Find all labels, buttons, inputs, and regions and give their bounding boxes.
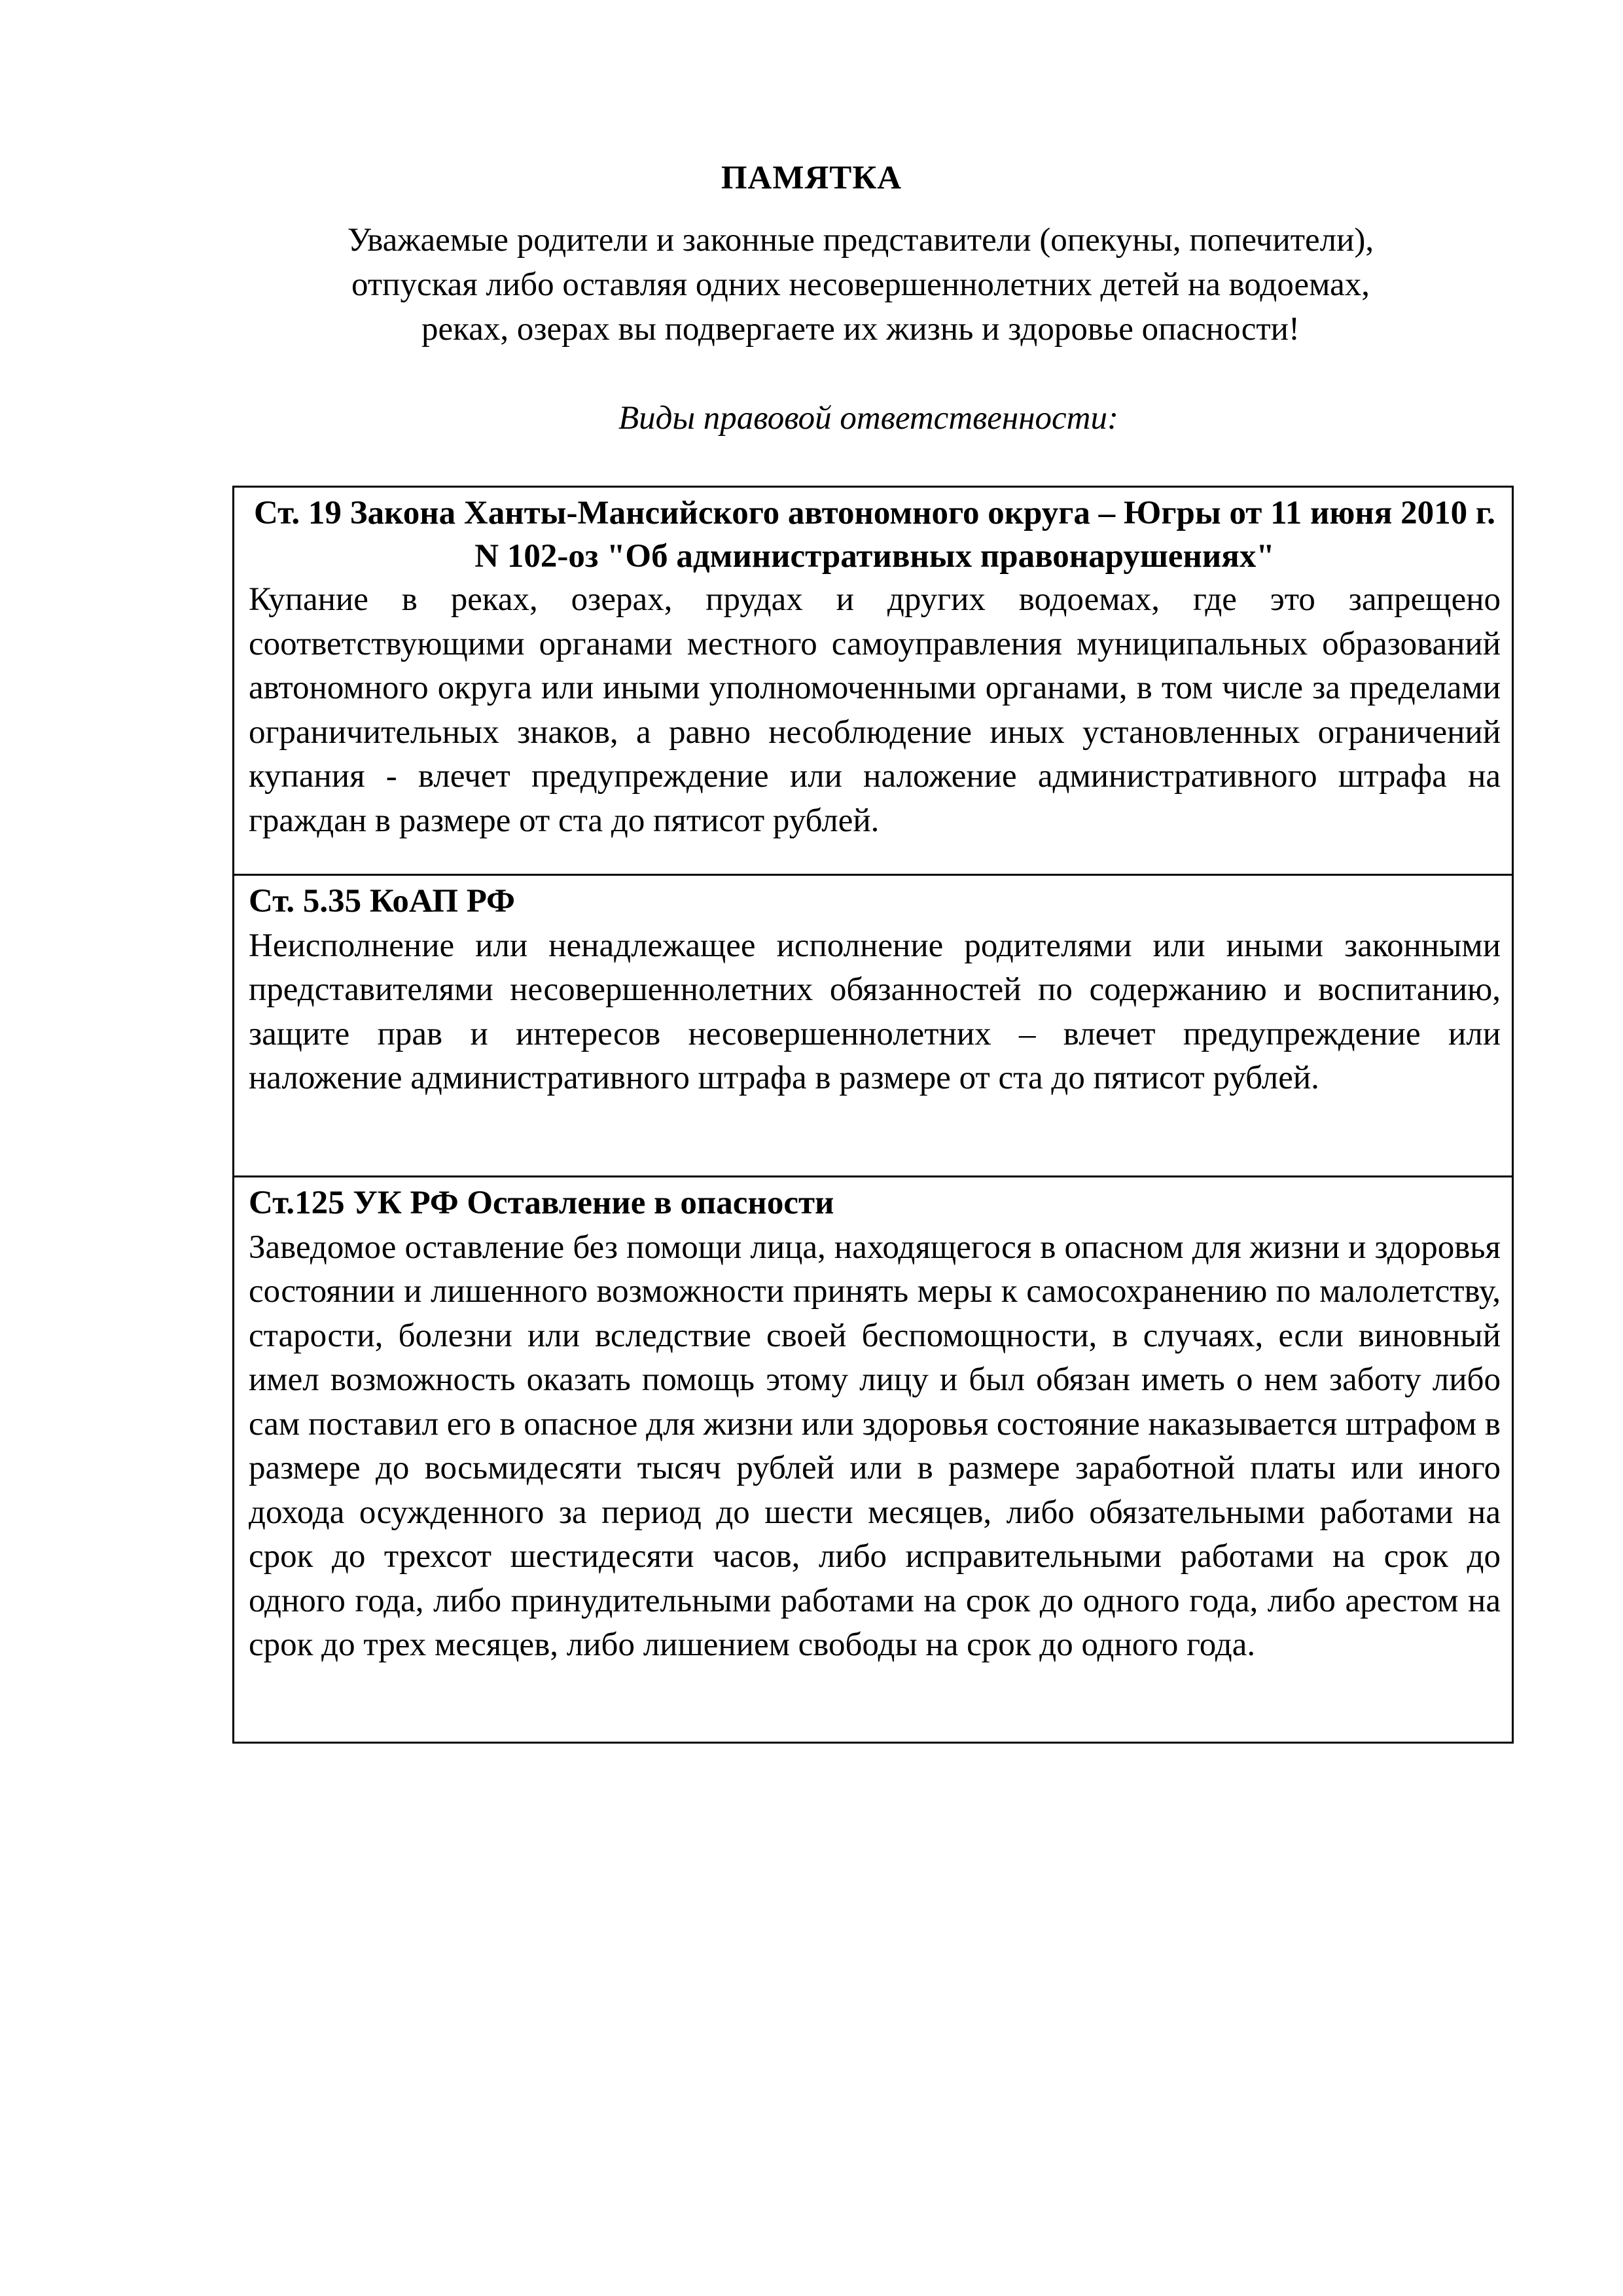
- article-heading: Ст. 19 Закона Ханты-Мансийского автономного округа – Югры от 11 июня 2010 г. N 102-оз "Об административных правонарушениях": [253, 495, 1495, 575]
- article-heading: Ст.125 УК РФ Оставление в опасности: [249, 1185, 834, 1221]
- intro-line: отпуская либо оставляя одних несовершеннолетних детей на водоемах,: [351, 266, 1370, 303]
- article-text: Неисполнение или ненадлежащее исполнение родителями или иными законными представителями несовершеннолетних обязанностей по содержанию и воспитанию, защите прав и интересов несовершеннолетних – влечет предупреждение или наложение административного штрафа в размере от ста до пятисот рублей.: [249, 927, 1501, 1096]
- table-cell: [234, 875, 1513, 1177]
- table-row: [234, 875, 1513, 1177]
- table-row: [234, 487, 1513, 875]
- article-heading: Ст. 5.35 КоАП РФ: [249, 883, 515, 920]
- intro-line: реках, озерах вы подвергаете их жизнь и здоровье опасности!: [421, 311, 1300, 348]
- table-row: [234, 1177, 1513, 1743]
- memo-title: ПАМЯТКА: [721, 160, 902, 196]
- article-text: Заведомое оставление без помощи лица, находящегося в опасном для жизни и здоровья состоянии и лишенного возможности принять меры к самосохранению по малолетству, старости, болезни или вследствие своей беспомощности, в случаях, если виновный имел возможность оказать помощь этому лицу и был обязан иметь о нем заботу либо сам поставил его в опасное для жизни или здоровья состояние наказывается штрафом в размере до восьмидесяти тысяч рублей или в размере заработной платы или иного дохода осужденного за период до шести месяцев, либо обязательными работами на срок до трехсот шестидесяти часов, либо исправительными работами на срок до одного года, либо принудительными работами на срок до одного года, либо арестом на срок до трех месяцев, либо лишением свободы на срок до одного года.: [249, 1229, 1501, 1663]
- liability-types-subtitle: Виды правовой ответственности:: [618, 400, 1118, 437]
- intro-line: Уважаемые родители и законные представители (опекуны, попечители),: [347, 222, 1374, 259]
- table-cell: [234, 487, 1513, 875]
- liability-table: [232, 486, 1514, 1744]
- article-text: Купание в реках, озерах, прудах и других водоемах, где это запрещено соответствующими органами местного самоуправления муниципальных образований автономного округа или иными уполномоченными органами, в том числе за пределами ограничительных знаков, а равно несоблюдение иных установленных ограничений купания - влечет предупреждение или наложение административного штрафа на граждан в размере от ста до пятисот рублей.: [249, 581, 1501, 839]
- table-cell: [234, 1177, 1513, 1743]
- intro-paragraph: [209, 218, 1512, 351]
